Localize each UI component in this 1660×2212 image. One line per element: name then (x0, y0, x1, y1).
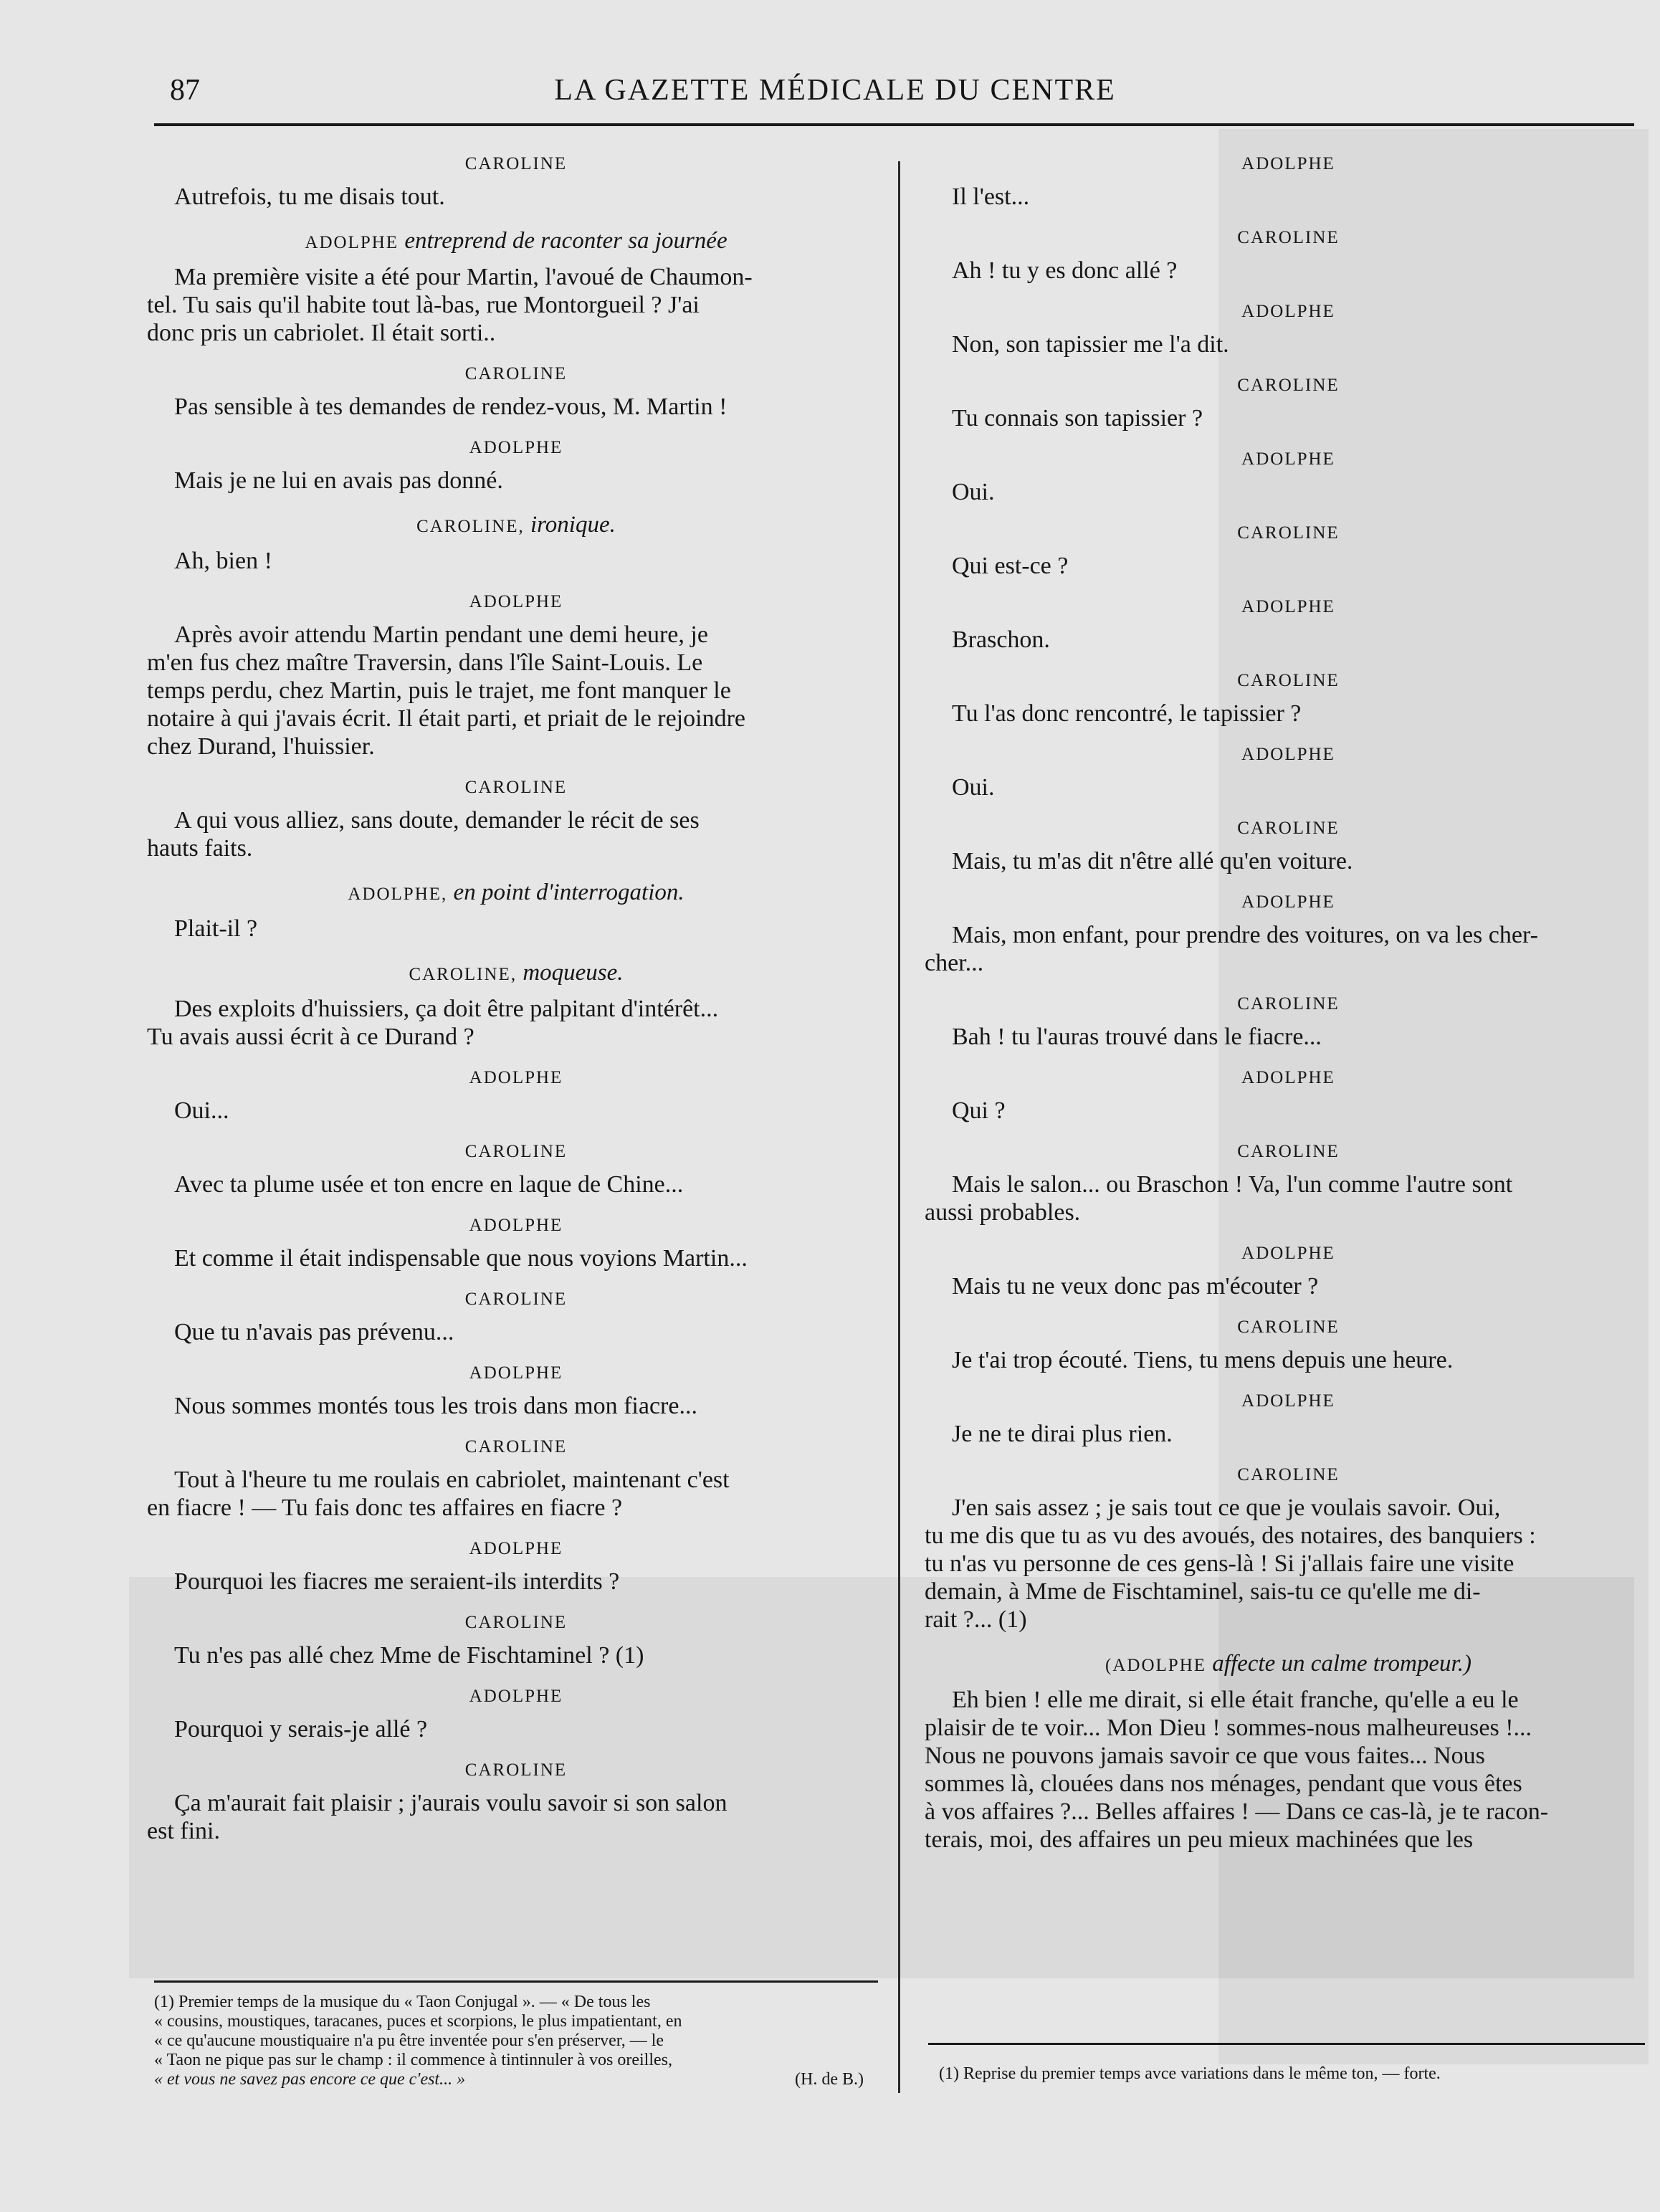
speaker-heading (147, 364, 885, 384)
dialogue-line (147, 995, 885, 1051)
dialogue-line (925, 1494, 1652, 1634)
speaker-name: CAROLINE (1237, 994, 1340, 1014)
dialogue-text-line: Nous sommes montés tous les trois dans mon fiacre... (174, 1393, 697, 1419)
speaker-heading (147, 879, 885, 906)
speaker-name: CAROLINE (464, 364, 568, 383)
dialogue-text-line: Pas sensible à tes demandes de rendez-vous, M. Martin ! (174, 394, 728, 420)
footnote-line: « ce qu'aucune moustiquaire n'a pu être inventée pour s'en préserver, — le (154, 2031, 664, 2050)
speaker-heading (925, 1465, 1652, 1485)
dialogue-line (925, 847, 1652, 875)
dialogue-text-line: tel. Tu sais qu'il habite tout là-bas, rue Montorgueil ? J'ai (147, 292, 700, 318)
dialogue-text-line: sommes là, clouées dans nos ménages, pendant que vous êtes (925, 1770, 1522, 1797)
speaker-name: ADOLPHE (305, 233, 399, 252)
dialogue-text-line: plaisir de te voir... Mon Dieu ! sommes-nous malheureuses !... (925, 1715, 1532, 1741)
dialogue-text-line: rait ?... (1) (925, 1606, 1027, 1633)
dialogue-line (147, 1318, 885, 1346)
dialogue-text-line: Mais, tu m'as dit n'être allé qu'en voiture. (952, 848, 1353, 874)
speaker-name: ADOLPHE (1241, 1244, 1335, 1263)
stage-direction: entreprend de raconter sa journée (404, 228, 728, 254)
speaker-heading (147, 1363, 885, 1383)
dialogue-text-line: tu n'as vu personne de ces gens-là ! Si j'allais faire une visite (925, 1550, 1514, 1577)
dialogue-text-line: donc pris un cabriolet. Il était sorti.. (147, 320, 496, 346)
speaker-heading (925, 376, 1652, 396)
speaker-heading (925, 1651, 1652, 1677)
dialogue-text-line: Nous ne pouvons jamais savoir ce que vous faites... Nous (925, 1743, 1485, 1769)
dialogue-text-line: Ça m'aurait fait plaisir ; j'aurais voulu savoir si son salon (174, 1790, 728, 1816)
speaker-heading (925, 1244, 1652, 1264)
speaker-heading (925, 1391, 1652, 1411)
stage-direction: moqueuse. (523, 960, 624, 986)
dialogue-text-line: Avec ta plume usée et ton encre en laque de Chine... (174, 1171, 684, 1198)
speaker-name: ADOLPHE (469, 1539, 563, 1558)
column-divider (898, 161, 900, 2093)
speaker-heading (147, 1068, 885, 1088)
dialogue-text-line: Oui. (952, 774, 995, 801)
dialogue-text-line: J'en sais assez ; je sais tout ce que je voulais savoir. Oui, (952, 1494, 1501, 1521)
dialogue-line (147, 467, 885, 495)
dialogue-text-line: Non, son tapissier me l'a dit. (952, 331, 1229, 358)
dialogue-text-line: Il l'est... (952, 183, 1030, 210)
speaker-heading (147, 438, 885, 458)
dialogue-line (147, 1392, 885, 1420)
speaker-heading (925, 994, 1652, 1014)
footnote-left (154, 1993, 885, 2089)
speaker-name: ADOLPHE (1241, 1068, 1335, 1087)
speaker-heading (925, 523, 1652, 543)
footnote-line: « cousins, moustiques, taracanes, puces et scorpions, le plus impatientant, en (154, 2012, 682, 2031)
speaker-name: ADOLPHE, (348, 885, 448, 904)
header-rule (154, 123, 1634, 126)
speaker-name: CAROLINE (1237, 523, 1340, 543)
speaker-heading (147, 1539, 885, 1559)
speaker-name: ADOLPHE (1241, 154, 1335, 173)
dialogue-text-line: Que tu n'avais pas prévenu... (174, 1319, 454, 1345)
footnote-signature: (H. de B.) (795, 2070, 864, 2089)
stage-direction: ironique. (530, 512, 616, 538)
speaker-heading (147, 1687, 885, 1707)
speaker-name: CAROLINE (1237, 1142, 1340, 1161)
dialogue-text-line: chez Durand, l'huissier. (147, 733, 375, 760)
dialogue-text-line: Ma première visite a été pour Martin, l'avoué de Chaumon- (174, 264, 753, 290)
dialogue-text-line: Des exploits d'huissiers, ça doit être palpitant d'intérêt... (174, 996, 719, 1022)
dialogue-text-line: Qui ? (952, 1097, 1006, 1124)
dialogue-line (147, 1641, 885, 1669)
dialogue-line (147, 621, 885, 761)
speaker-name: ADOLPHE (469, 438, 563, 457)
dialogue-text-line: hauts faits. (147, 835, 253, 862)
dialogue-text-line: A qui vous alliez, sans doute, demander le récit de ses (174, 807, 700, 834)
dialogue-line (925, 1420, 1652, 1448)
speaker-name: ADOLPHE (469, 1687, 563, 1706)
stage-direction: en point d'interrogation. (453, 879, 684, 905)
speaker-name: CAROLINE (464, 1142, 568, 1161)
speaker-heading (925, 302, 1652, 322)
dialogue-text-line: temps perdu, chez Martin, puis le trajet, me font manquer le (147, 677, 731, 704)
speaker-heading (925, 892, 1652, 912)
dialogue-text-line: Autrefois, tu me disais tout. (174, 183, 445, 210)
speaker-name: CAROLINE (464, 778, 568, 797)
speaker-name: CAROLINE (1237, 228, 1340, 247)
speaker-name: CAROLINE (464, 1437, 568, 1457)
dialogue-line (147, 806, 885, 862)
dialogue-text-line: aussi probables. (925, 1199, 1081, 1226)
speaker-name: CAROLINE (464, 154, 568, 173)
dialogue-text-line: Eh bien ! elle me dirait, si elle était franche, qu'elle a eu le (952, 1687, 1519, 1713)
stage-direction: affecte un calme trompeur.) (1212, 1651, 1471, 1677)
speaker-heading (925, 597, 1652, 617)
dialogue-text-line: Pourquoi y serais-je allé ? (174, 1716, 428, 1743)
footnote-rule-left (154, 1980, 878, 1983)
speaker-name: ADOLPHE (469, 592, 563, 611)
speaker-name: ADOLPHE (1241, 745, 1335, 764)
dialogue-line (925, 1097, 1652, 1125)
dialogue-text-line: en fiacre ! — Tu fais donc tes affaires en fiacre ? (147, 1494, 623, 1521)
dialogue-text-line: Tu connais son tapissier ? (952, 405, 1203, 432)
dialogue-line (147, 1568, 885, 1596)
speaker-name: CAROLINE, (409, 965, 517, 984)
dialogue-text-line: à vos affaires ?... Belles affaires ! — Dans ce cas-là, je te racon- (925, 1798, 1549, 1825)
dialogue-line (925, 330, 1652, 358)
dialogue-text-line: Ah, bien ! (174, 548, 272, 574)
dialogue-text-line: est fini. (147, 1818, 220, 1844)
speaker-heading (147, 592, 885, 612)
dialogue-line (147, 183, 885, 211)
dialogue-line (925, 700, 1652, 728)
dialogue-text-line: notaire à qui j'avais écrit. Il était parti, et priait de le rejoindre (147, 705, 745, 732)
speaker-name: CAROLINE (1237, 1317, 1340, 1337)
speaker-name: ADOLPHE (469, 1068, 563, 1087)
dialogue-text-line: Mais je ne lui en avais pas donné. (174, 467, 503, 494)
dialogue-text-line: Après avoir attendu Martin pendant une demi heure, je (174, 621, 708, 648)
speaker-name: ADOLPHE (1241, 892, 1335, 912)
speaker-heading (925, 1317, 1652, 1338)
dialogue-line (147, 1789, 885, 1845)
dialogue-line (925, 1346, 1652, 1374)
speaker-name: CAROLINE, (416, 517, 525, 536)
dialogue-line (147, 1466, 885, 1522)
dialogue-text-line: Oui. (952, 479, 995, 505)
speaker-heading (925, 228, 1652, 248)
footnote-line: « Taon ne pique pas sur le champ : il commence à tintinnuler à vos oreilles, (154, 2051, 673, 2069)
speaker-heading (925, 154, 1652, 174)
speaker-name: CAROLINE (464, 1760, 568, 1780)
speaker-heading (147, 1613, 885, 1633)
dialogue-text-line: Plait-il ? (174, 915, 258, 942)
speaker-name: ADOLPHE (1241, 449, 1335, 469)
dialogue-line (925, 1272, 1652, 1300)
speaker-heading (925, 745, 1652, 765)
speaker-heading (925, 1142, 1652, 1162)
speaker-name: CAROLINE (1237, 1465, 1340, 1484)
dialogue-text-line: terais, moi, des affaires un peu mieux machinées que les (925, 1826, 1474, 1853)
speaker-name: ADOLPHE (1241, 302, 1335, 321)
dialogue-text-line: Pourquoi les fiacres me seraient-ils interdits ? (174, 1568, 620, 1595)
left-column (147, 147, 885, 1845)
dialogue-line (925, 626, 1652, 654)
dialogue-text-line: Mais, mon enfant, pour prendre des voitures, on va les cher- (952, 922, 1538, 948)
footnote-line: « et vous ne savez pas encore ce que c'est... » (154, 2070, 466, 2089)
dialogue-text-line: Ah ! tu y es donc allé ? (952, 257, 1178, 284)
dialogue-text-line: Tu l'as donc rencontré, le tapissier ? (952, 700, 1302, 727)
dialogue-line (925, 404, 1652, 432)
dialogue-line (925, 552, 1652, 580)
dialogue-line (925, 1686, 1652, 1854)
dialogue-text-line: Je t'ai trop écouté. Tiens, tu mens depuis une heure. (952, 1347, 1454, 1373)
dialogue-line (147, 1097, 885, 1125)
speaker-name: CAROLINE (1237, 819, 1340, 838)
dialogue-text-line: m'en fus chez maître Traversin, dans l'île Saint-Louis. Le (147, 649, 703, 676)
dialogue-line (925, 773, 1652, 801)
dialogue-text-line: Mais tu ne veux donc pas m'écouter ? (952, 1273, 1319, 1300)
dialogue-text-line: Qui est-ce ? (952, 553, 1069, 579)
dialogue-line (147, 1715, 885, 1743)
dialogue-text-line: Mais le salon... ou Braschon ! Va, l'un comme l'autre sont (952, 1171, 1513, 1198)
dialogue-text-line: Tu n'es pas allé chez Mme de Fischtaminel ? (1) (174, 1642, 644, 1669)
speaker-heading (147, 512, 885, 538)
dialogue-line (925, 478, 1652, 506)
speaker-name: ADOLPHE (1241, 597, 1335, 616)
speaker-name: CAROLINE (464, 1289, 568, 1309)
dialogue-text-line: cher... (925, 950, 984, 976)
speaker-name: ADOLPHE (469, 1216, 563, 1235)
dialogue-text-line: Et comme il était indispensable que nous voyions Martin... (174, 1245, 748, 1272)
speaker-heading (147, 778, 885, 798)
speaker-name: ADOLPHE (1241, 1391, 1335, 1411)
footnote-right: (1) Reprise du premier temps avce variations dans le même ton, — forte. (939, 2064, 1441, 2083)
dialogue-text-line: Je ne te dirai plus rien. (952, 1421, 1173, 1447)
speaker-name: (ADOLPHE (1105, 1656, 1207, 1675)
speaker-heading (147, 154, 885, 174)
dialogue-line (925, 1171, 1652, 1226)
speaker-name: CAROLINE (1237, 671, 1340, 690)
page-header (154, 66, 1638, 116)
footnote-line: (1) Premier temps de la musique du « Taon Conjugal ». — « De tous les (154, 1993, 651, 2011)
speaker-heading (147, 1216, 885, 1236)
publication-title: LA GAZETTE MÉDICALE DU CENTRE (554, 74, 1116, 107)
speaker-heading (147, 1289, 885, 1310)
dialogue-line (925, 183, 1652, 211)
dialogue-text-line: Oui... (174, 1097, 229, 1124)
speaker-name: ADOLPHE (469, 1363, 563, 1383)
dialogue-text-line: tu me dis que tu as vu des avoués, des notaires, des banquiers : (925, 1522, 1536, 1549)
speaker-name: CAROLINE (464, 1613, 568, 1632)
speaker-heading (925, 671, 1652, 691)
dialogue-line (147, 1244, 885, 1272)
speaker-heading (147, 960, 885, 986)
right-column (925, 147, 1652, 1854)
dialogue-text-line: Bah ! tu l'auras trouvé dans le fiacre... (952, 1024, 1322, 1050)
speaker-heading (147, 1760, 885, 1780)
dialogue-line (925, 921, 1652, 977)
speaker-heading (147, 1142, 885, 1162)
speaker-name: CAROLINE (1237, 376, 1340, 395)
dialogue-text-line: Braschon. (952, 626, 1050, 653)
speaker-heading (147, 1437, 885, 1457)
dialogue-text-line: demain, à Mme de Fischtaminel, sais-tu ce qu'elle me di- (925, 1578, 1481, 1605)
speaker-heading (925, 819, 1652, 839)
speaker-heading (147, 228, 885, 254)
dialogue-line (147, 547, 885, 575)
dialogue-line (147, 393, 885, 421)
dialogue-text-line: Tout à l'heure tu me roulais en cabriolet, maintenant c'est (174, 1467, 730, 1493)
page-number: 87 (170, 74, 200, 107)
dialogue-line (147, 1171, 885, 1198)
dialogue-line (925, 1023, 1652, 1051)
dialogue-text-line: Tu avais aussi écrit à ce Durand ? (147, 1024, 474, 1050)
speaker-heading (925, 449, 1652, 469)
dialogue-line (147, 263, 885, 347)
footnote-rule-right (928, 2043, 1645, 2045)
dialogue-line (925, 257, 1652, 285)
speaker-heading (925, 1068, 1652, 1088)
dialogue-line (147, 915, 885, 943)
